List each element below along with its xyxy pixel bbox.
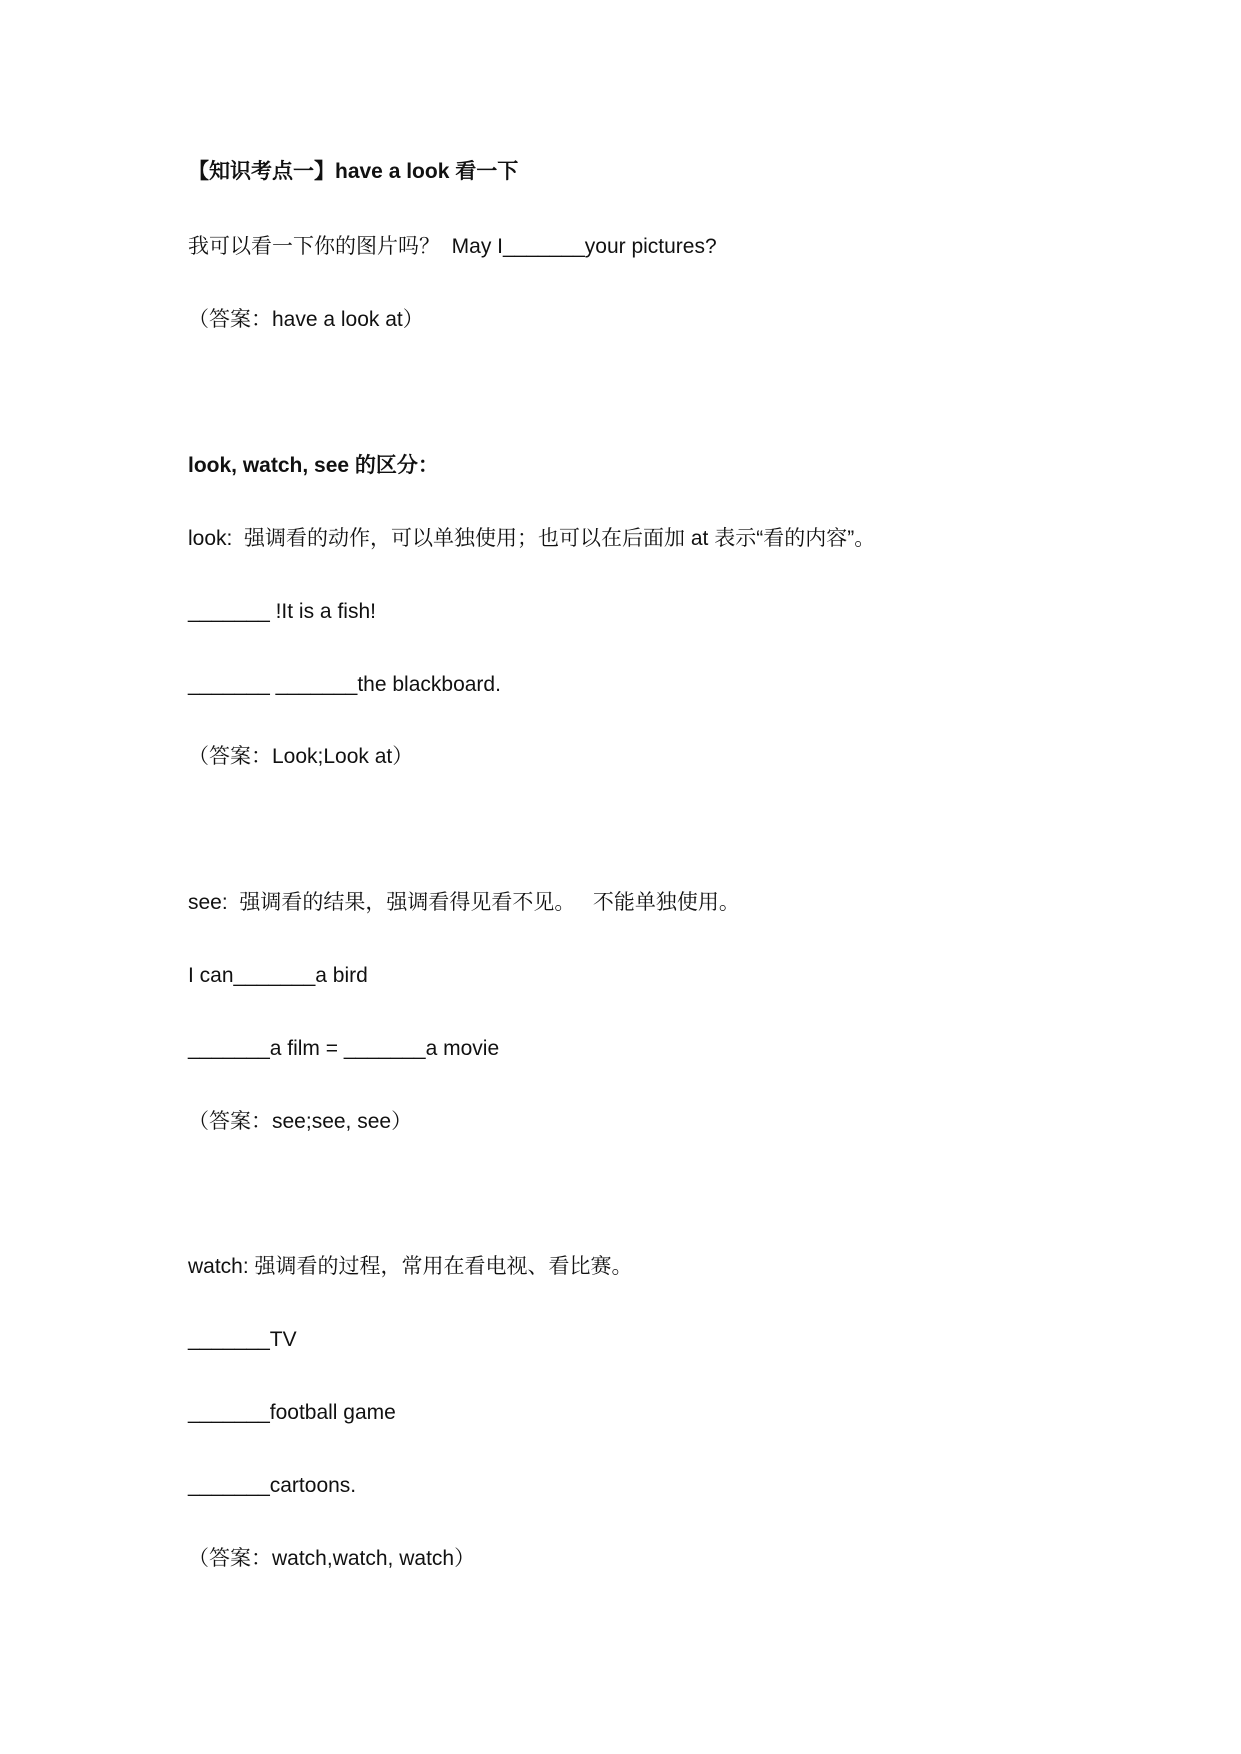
exercise-line: _______cartoons.	[188, 1474, 357, 1497]
exercise-line: _______ _______the blackboard.	[188, 673, 501, 696]
answer-text: （答案：Look;Look at）	[188, 745, 414, 768]
answer-text: （答案：see;see, see）	[188, 1110, 413, 1133]
exercise-line: _______a film = _______a movie	[188, 1037, 500, 1060]
exercise-line: _______ !It is a fish!	[188, 600, 376, 623]
exercise-question: 我可以看一下你的图片吗？ May I_______your pictures?	[188, 235, 717, 258]
subsection-heading: look, watch, see 的区分：	[188, 454, 439, 477]
answer-text: （答案：watch,watch, watch）	[188, 1547, 476, 1570]
exercise-line: I can_______a bird	[188, 964, 368, 987]
see-explanation: see: 强调看的结果，强调看得见看不见。 不能单独使用。	[188, 891, 740, 914]
exercise-line: _______football game	[188, 1401, 396, 1424]
look-explanation: look: 强调看的动作，可以单独使用；也可以在后面加 at 表示“看的内容”。	[188, 527, 876, 550]
section-heading: 【知识考点一】have a look 看一下	[188, 160, 519, 183]
answer-text: （答案：have a look at）	[188, 308, 424, 331]
watch-explanation: watch: 强调看的过程，常用在看电视、看比赛。	[188, 1255, 633, 1278]
exercise-line: _______TV	[188, 1328, 297, 1351]
